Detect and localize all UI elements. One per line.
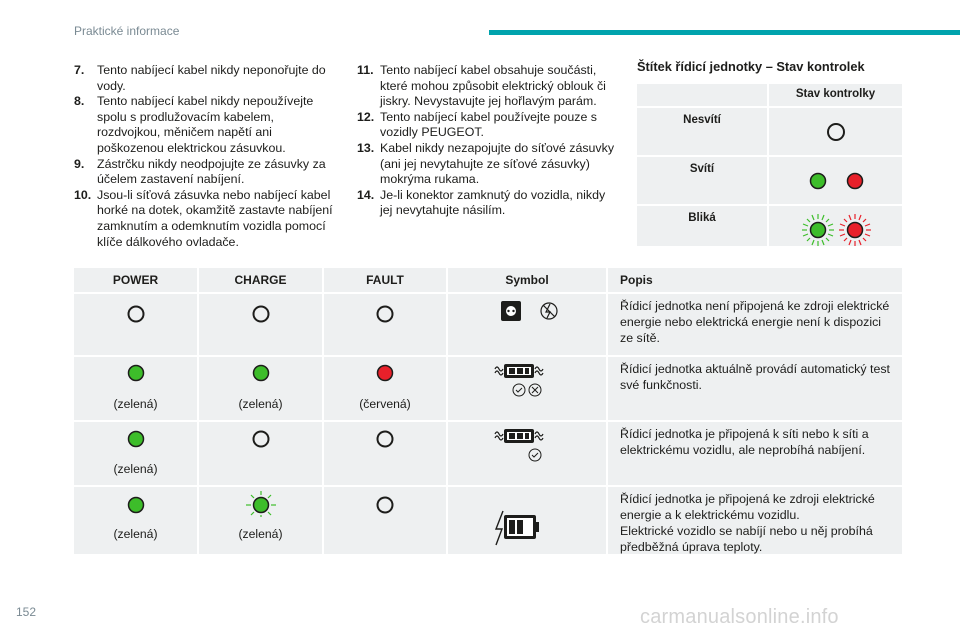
item-text: Tento nabíjecí kabel nikdy nepoužívejte spolu s prodlužovacím kabelem, rozdvojkou, měničem napětí ani poškozenou elektrickou zásuvkou.: [97, 94, 314, 155]
item-number: 9.: [74, 156, 85, 171]
list-item: [357, 188, 619, 219]
control-box-connected-icon: [448, 422, 608, 466]
table-row: [74, 486, 902, 564]
led-red-icon: [365, 357, 405, 387]
item-number: 10.: [74, 187, 92, 202]
table-row: [74, 421, 902, 486]
led-green-icon: [116, 422, 156, 452]
item-text: Je-li konektor zamknutý do vozidla, nikdy jej nevytahujte násilím.: [380, 187, 606, 218]
row-description: Řídicí jednotka není připojená ke zdroji elektrické energie nebo elektrická energie není k dispozici ze sítě.: [607, 293, 902, 356]
page-number: 152: [16, 605, 37, 619]
led-color-label: (zelená): [113, 397, 158, 411]
led-off-icon: [771, 112, 901, 152]
item-number: 8.: [74, 94, 85, 109]
plug-disconnected-icon: [448, 294, 608, 338]
legend-state-off: [768, 107, 902, 156]
col-header-power: POWER: [74, 268, 198, 293]
left-text-column: [74, 63, 340, 250]
item-number: 7.: [74, 63, 85, 77]
led-off-icon: [365, 294, 405, 328]
list-item: [74, 94, 340, 156]
list-item: [74, 188, 340, 250]
battery-charging-icon: [448, 487, 608, 559]
row-description: Řídicí jednotka je připojená ke zdroji elektrické energie a k elektrickému vozidlu. Elektrické vozidlo se nabíjí nebo u něj probíhá předběžná úprava teploty.: [620, 492, 875, 554]
table-row: [74, 356, 902, 421]
list-item: [357, 63, 619, 110]
led-green-blink-icon: [241, 487, 281, 517]
led-green-icon: [116, 357, 156, 387]
list-item: [74, 63, 340, 94]
item-number: 14.: [357, 187, 375, 202]
item-text: Tento nabíjecí kabel nikdy neponořujte do vody.: [97, 63, 326, 93]
legend-label-blink: Bliká: [637, 205, 768, 254]
col-header-fault: FAULT: [323, 268, 447, 293]
led-green-icon: [241, 357, 281, 387]
table-row: [74, 293, 902, 356]
middle-text-column: [357, 63, 619, 219]
led-color-label: (zelená): [113, 527, 158, 541]
list-item: [357, 110, 619, 141]
legend-label-on: Svítí: [637, 156, 768, 205]
list-item: [357, 141, 619, 188]
item-number: 11.: [357, 63, 374, 77]
item-text: Kabel nikdy nezapojujte do síťové zásuvky (ani jej nevytahujte ze síťové zásuvky) mokrýma rukama.: [380, 140, 615, 187]
led-off-icon: [365, 422, 405, 452]
item-text: Zástrčku nikdy neodpojujte ze zásuvky za účelem zastavení nabíjení.: [97, 156, 326, 187]
led-off-icon: [241, 294, 281, 328]
legend-header: Stav kontrolky: [768, 84, 902, 107]
item-text: Tento nabíjecí kabel obsahuje součásti, které mohou způsobit elektrický oblouk či jiskry. Nevystavujte jej hořlavým parám.: [380, 63, 606, 109]
status-table: [74, 268, 902, 554]
item-text: Jsou-li síťová zásuvka nebo nabíjecí kabel horké na dotek, okamžitě zastavte nabíjení zamknutím a odemknutím vozidla pomocí klíče dálkového ovladače.: [97, 187, 333, 249]
legend-title: Štítek řídicí jednotky – Stav kontrolek: [637, 59, 865, 74]
legend-label-off: Nesvítí: [637, 107, 768, 156]
led-off-icon: [116, 294, 156, 328]
section-title: Praktické informace: [74, 24, 180, 38]
led-color-label: (zelená): [238, 527, 283, 541]
led-green-icon: [116, 487, 156, 517]
watermark: carmanualsonline.info: [640, 606, 839, 628]
item-text: Tento nabíjecí kabel používejte pouze s vozidly PEUGEOT.: [380, 109, 597, 140]
legend-state-blink: [768, 205, 902, 254]
led-color-label: (zelená): [113, 462, 158, 476]
list-item: [74, 157, 340, 188]
led-off-icon: [365, 487, 405, 517]
col-header-desc: Popis: [607, 268, 902, 293]
control-box-selftest-icon: [448, 357, 608, 401]
led-legend-table: [637, 84, 902, 246]
header-accent-bar: [489, 30, 960, 35]
led-blink-icon: [771, 210, 901, 250]
item-number: 12.: [357, 109, 375, 124]
row-description: Řídicí jednotka je připojená k síti nebo k síti a elektrickému vozidlu, ale neprobíhá nabíjení.: [607, 421, 902, 486]
item-number: 13.: [357, 140, 375, 155]
led-off-icon: [241, 422, 281, 452]
row-description: Řídicí jednotka aktuálně provádí automatický test své funkčnosti.: [607, 356, 902, 421]
col-header-symbol: Symbol: [447, 268, 607, 293]
led-on-icon: [771, 161, 901, 201]
led-color-label: (červená): [359, 397, 411, 411]
legend-state-on: [768, 156, 902, 205]
led-color-label: (zelená): [238, 397, 283, 411]
col-header-charge: CHARGE: [198, 268, 323, 293]
